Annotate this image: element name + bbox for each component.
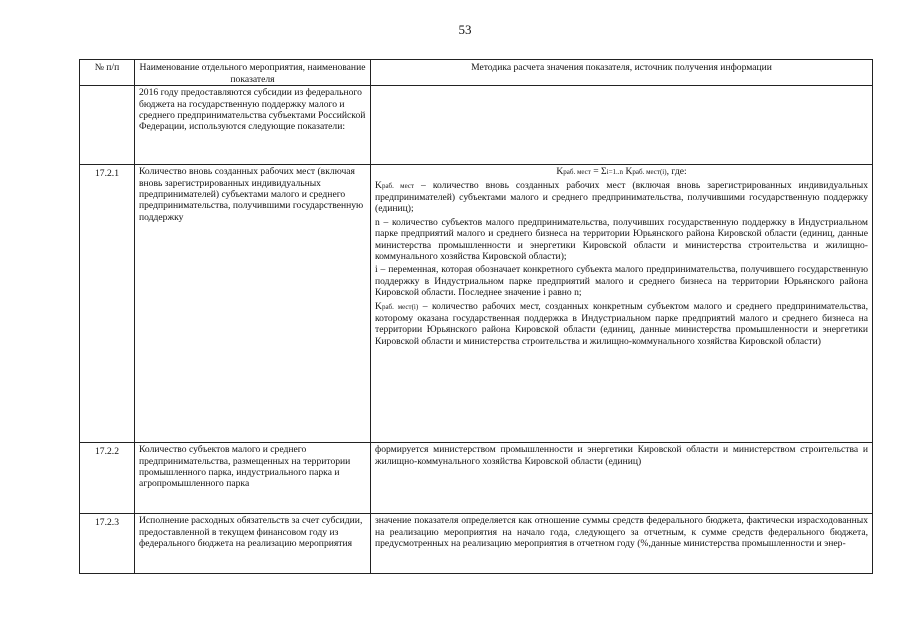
- formula-left-subscript: раб. мест: [563, 168, 591, 177]
- table-row-intro: [80, 86, 873, 165]
- header-number: № п/п: [80, 60, 135, 86]
- cell-name: 2016 году предоставляются субсидии из федерального бюджета на государственную поддержку малого и среднего предпринимательства субъектами Российской Федерации, используются следующие показатели:: [135, 86, 371, 165]
- cell-method: [371, 165, 873, 443]
- table-row-17-2-1: [80, 165, 873, 443]
- header-method: Методика расчета значения показателя, источник получения информации: [371, 60, 873, 86]
- formula: [375, 166, 868, 178]
- definition-ki-text: – количество рабочих мест, созданных конкретным субъектом малого и среднего предпринимательства, которому оказана государственная поддержка в Индустриальном парке предприятий малого и среднего бизнеса на территории Юрьянского района Кировской области (единиц, данные министерства промышленности и энергетики Кировской области и министерства строительства и жилищно-коммунального хозяйства Кировской области): [375, 300, 868, 347]
- cell-method: формируется министерством промышленности и энергетики Кировской области и министерством строительства и жилищно-коммунального хозяйства Кировской области (единиц): [371, 443, 873, 514]
- indicator-table: [79, 59, 873, 574]
- definition-ki-symbol: K: [375, 300, 382, 312]
- definition-ki-subscript: раб. мест(i): [381, 302, 419, 311]
- cell-name: Количество субъектов малого и среднего предпринимательства, размещенных на территории промышленного парка, индустриального парка и агропромышленного парка: [135, 443, 371, 514]
- table-header-row: [80, 60, 873, 86]
- cell-number: [80, 86, 135, 165]
- cell-number: 17.2.1: [80, 165, 135, 443]
- page-number: 53: [458, 22, 472, 37]
- table-row-17-2-2: [80, 443, 873, 514]
- cell-name: Исполнение расходных обязательств за счет субсидии, предоставленной в текущем финансовом году из федерального бюджета на реализацию мероприятия: [135, 514, 371, 574]
- formula-left-symbol: K: [556, 166, 564, 178]
- cell-method: [371, 86, 873, 165]
- formula-right-subscript: раб. мест(i): [632, 168, 667, 177]
- definition-k: [375, 180, 868, 215]
- header-name: Наименование отдельного мероприятия, наименование показателя: [135, 60, 371, 86]
- formula-right-symbol: K: [625, 166, 633, 178]
- formula-tail: , где:: [666, 166, 687, 178]
- cell-number: 17.2.3: [80, 514, 135, 574]
- definition-n: n – количество субъектов малого предпринимательства, получивших государственную поддержку в Индустриальном парке предприятий малого и среднего бизнеса на территории Юрьянского района Кировской области (единиц, данные министерства промышленности и энергетики Кировской области и министерства строительства и жилищно-коммунального хозяйства Кировской области);: [375, 216, 868, 263]
- definition-k-symbol: K: [375, 179, 382, 191]
- definition-k-subscript: раб. мест: [381, 181, 415, 190]
- cell-number: 17.2.2: [80, 443, 135, 514]
- formula-sum-sign: = Σ: [593, 166, 607, 178]
- indicator-table-container: [79, 59, 872, 574]
- definition-ki: [375, 301, 868, 348]
- definition-k-text: – количество вновь созданных рабочих мест (включая вновь зарегистрированных индивидуальных предпринимателей) субъектами малого и среднего предпринимательства, получившими государственную поддержку (единиц);: [375, 179, 868, 215]
- definition-i: i – переменная, которая обозначает конкретного субъекта малого предпринимательства, получившего государственную поддержку в Индустриальном парке предприятий малого и среднего бизнеса на территории Юрьянского района Кировской области. Последнее значение i равно n;: [375, 264, 868, 299]
- formula-sum-range: i=1..n: [606, 168, 624, 177]
- cell-name: Количество вновь созданных рабочих мест (включая вновь зарегистрированных индивидуальных предпринимателей) субъектами малого и среднего предпринимательства, получившими государственную поддержку: [135, 165, 371, 443]
- table-row-17-2-3: [80, 514, 873, 574]
- cell-method: значение показателя определяется как отношение суммы средств федерального бюджета, фактически израсходованных на реализацию мероприятия на начало года, следующего за отчетным, к сумме средств федерального бюджета, предусмотренных на реализацию мероприятия в отчетном году (%,данные министерства промышленности и энер-: [371, 514, 873, 574]
